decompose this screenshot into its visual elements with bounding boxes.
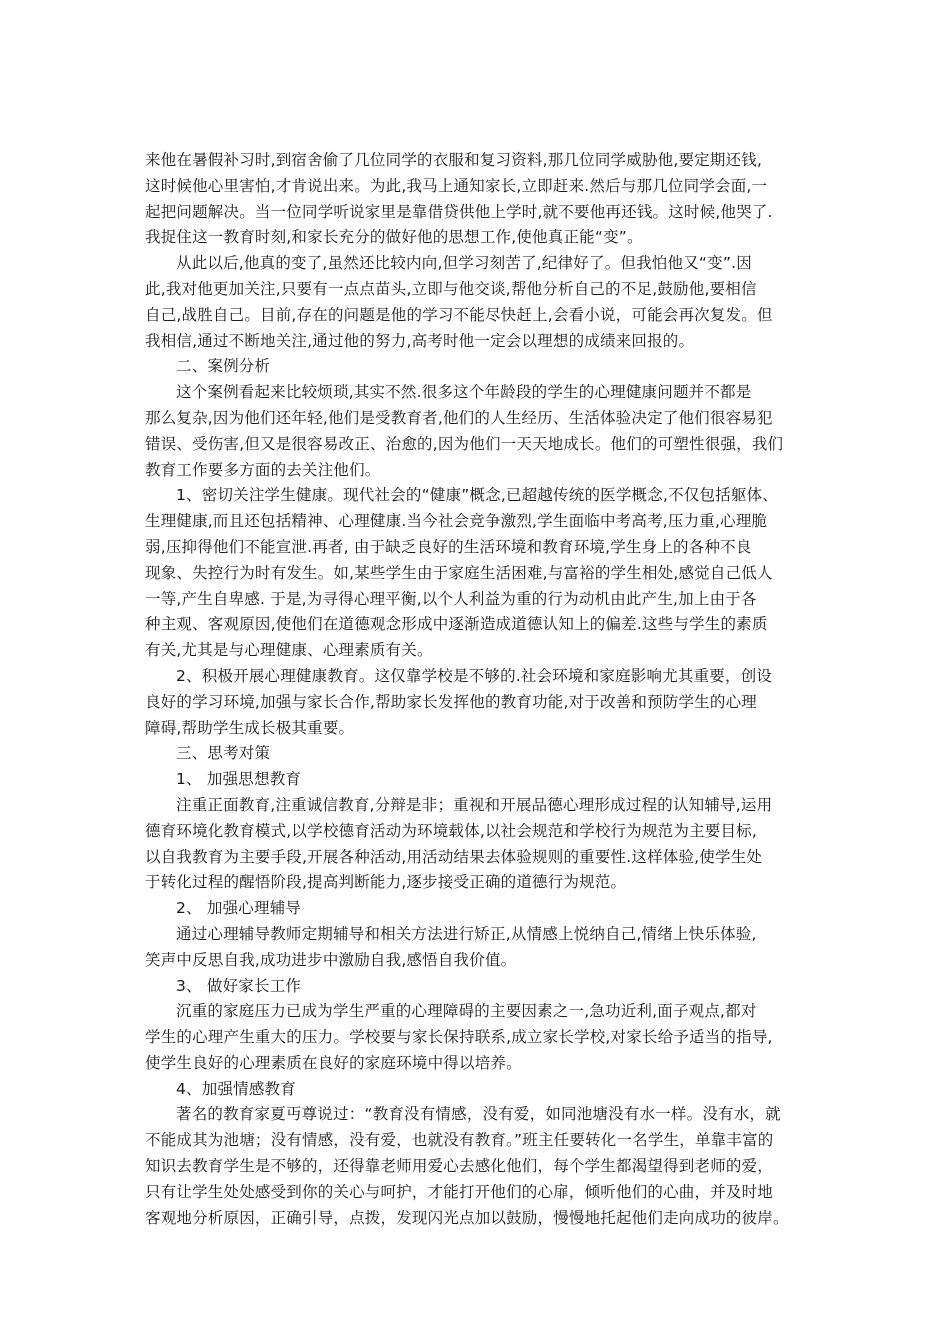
text-line: 客观地分析原因，正确引导，点拨，发现闪光点加以鼓励，慢慢地托起他们走向成功的彼岸。 (145, 1208, 789, 1227)
text-line: 障碍,帮助学生成长极其重要。 (145, 718, 355, 737)
text-line: 三、思考对策 (176, 744, 271, 763)
text-line: 那么复杂,因为他们还年轻,他们是受教育者,他们的人生经历、生活体验决定了他们很容易犯 (145, 408, 773, 427)
text-line: 我相信,通过不断地关注,通过他的努力,高考时他一定会以理想的成绩来回报的。 (145, 331, 695, 350)
text-line: 不能成其为池塘；没有情感，没有爱，也就没有教育。”班主任要转化一名学生，单靠丰富的 (145, 1131, 774, 1150)
text-line: 德育环境化教育模式,以学校德育活动为环境载体,以社会规范和学校行为规范为主要目标, (145, 821, 757, 840)
text-line: 这个案例看起来比较烦琐,其实不然.很多这个年龄段的学生的心理健康问题并不都是 (176, 383, 752, 402)
text-line: 沉重的家庭压力已成为学生严重的心理障碍的主要因素之一,急功近利,面子观点,都对 (176, 1002, 757, 1021)
text-line: 来他在暑假补习时,到宿舍偷了几位同学的衣服和复习资料,那几位同学威胁他,要定期还钱, (145, 151, 763, 169)
text-line: 二、案例分析 (176, 357, 271, 376)
text-line: 使学生良好的心理素质在良好的家庭环境中得以培养。 (145, 1053, 522, 1072)
text-line: 2、 加强心理辅导 (176, 899, 302, 918)
text-line: 1、 加强思想教育 (176, 770, 302, 789)
text-line: 弱,压抑得他们不能宣泄.再者, 由于缺乏良好的生活环境和教育环境,学生身上的各种不良 (145, 537, 752, 556)
text-line: 现象、失控行为时有发生。如,某些学生由于家庭生活困难,与富裕的学生相处,感觉自己低人 (145, 563, 773, 582)
text-line: 2、积极开展心理健康教育。这仅靠学校是不够的.社会环境和家庭影响尤其重要，创设 (176, 666, 773, 685)
document-body (145, 148, 813, 1231)
text-line: 生理健康,而且还包括精神、心理健康.当今社会竞争激烈,学生面临中考高考,压力重,心理脆 (145, 512, 768, 531)
text-line: 此,我对他更加关注,只要有一点点苗头,立即与他交谈,帮他分析自己的不足,鼓励他,要相信 (145, 279, 757, 298)
text-line: 通过心理辅导教师定期辅导和相关方法进行矫正,从情感上悦纳自己,情绪上快乐体验, (176, 924, 757, 943)
text-line: 注重正面教育,注重诚信教育,分辩是非；重视和开展品德心理形成过程的认知辅导,运用 (176, 795, 773, 814)
text-line: 笑声中反思自我,成功进步中激励自我,感悟自我价值。 (145, 950, 517, 969)
text-line: 良好的学习环境,加强与家长合作,帮助家长发挥他的教育功能,对于改善和预防学生的心理 (145, 692, 757, 711)
text-line: 于转化过程的醒悟阶段,提高判断能力,逐步接受正确的道德行为规范。 (145, 873, 627, 892)
text-line: 学生的心理产生重大的压力。学校要与家长保持联系,成立家长学校,对家长给予适当的指导, (145, 1028, 773, 1047)
text-line: 我捉住这一教育时刻,和家长充分的做好他的思想工作,使他真正能“变”。 (145, 228, 643, 247)
text-line: 错误、受伤害,但又是很容易改正、治愈的,因为他们一天天地成长。他们的可塑性很强，我们 (145, 434, 784, 453)
text-line: 4、加强情感教育 (176, 1079, 296, 1098)
text-line: 从此以后,他真的变了,虽然还比较内向,但学习刻苦了,纪律好了。但我怕他又“变”.因 (176, 254, 752, 273)
text-line: 著名的教育家夏丏尊说过：“教育没有情感，没有爱，如同池塘没有水一样。没有水，就 (176, 1105, 781, 1124)
text-line: 种主观、客观原因,使他们在道德观念形成中逐渐造成道德认知上的偏差.这些与学生的素质 (145, 615, 768, 634)
text-line: 只有让学生处处感受到你的关心与呵护，才能打开他们的心扉，倾听他们的心曲，并及时地 (145, 1182, 774, 1201)
text-line: 自己,战胜自己。目前,存在的问题是他的学习不能尽快赶上,会看小说，可能会再次复发。但 (145, 305, 773, 324)
text-line: 有关,尤其是与心理健康、心理素质有关。 (145, 641, 433, 660)
text-line: 知识去教育学生是不够的，还得靠老师用爱心去感化他们，每个学生都渴望得到老师的爱， (145, 1157, 774, 1176)
text-line: 这时候他心里害怕,才肯说出来。为此,我马上通知家长,立即赶来.然后与那几位同学会面,一 (145, 176, 768, 195)
text-line: 一等,产生自卑感. 于是,为寻得心理平衡,以个人利益为重的行为动机由此产生,加上由于各 (145, 589, 757, 608)
text-line: 教育工作要多方面的去关注他们。 (145, 460, 381, 479)
text-line: 3、 做好家长工作 (176, 976, 302, 995)
text-line: 起把问题解决。当一位同学听说家里是靠借贷供他上学时,就不要他再还钱。这时候,他哭了. (145, 202, 773, 221)
text-line: 1、密切关注学生健康。现代社会的“健康”概念,已超越传统的医学概念,不仅包括躯体、 (176, 486, 778, 505)
text-line: 以自我教育为主要手段,开展各种活动,用活动结果去体验规则的重要性.这样体验,使学生处 (145, 847, 763, 866)
